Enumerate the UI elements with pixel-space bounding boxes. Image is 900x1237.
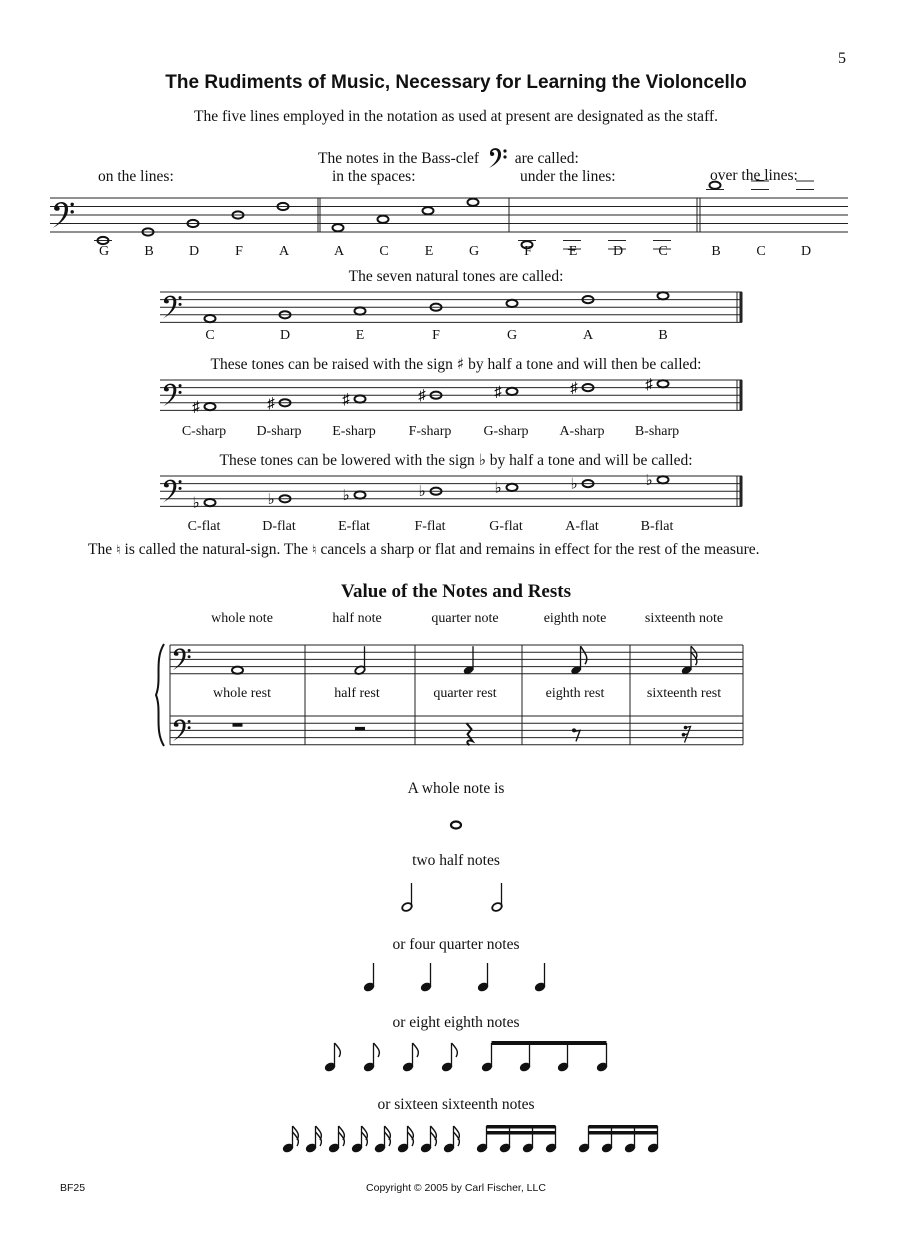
sharp-tone-label: C-sharp [181, 424, 227, 439]
flat-icon: ♭ [645, 472, 653, 489]
sixteenth-beam [589, 1125, 658, 1129]
whole-note-icon [423, 207, 434, 214]
sixteenth-rest-icon [682, 726, 691, 743]
note-value-label: sixteenth note [644, 611, 724, 626]
sharp-icon: ♯ [192, 399, 200, 416]
copyright: Copyright © 2005 by Carl Fischer, LLC [366, 1182, 546, 1194]
note-flag [335, 1043, 341, 1057]
flat-icon: ♭ [478, 451, 486, 469]
values-title: Value of the Notes and Rests [341, 581, 571, 602]
flat-tone-label: A-flat [565, 519, 599, 534]
natural-tone-label: A [582, 328, 594, 343]
whole-note-icon [658, 380, 669, 387]
whole-note-icon [658, 476, 669, 483]
two-half-notes-text: two half notes [412, 852, 500, 869]
natural-sign-text-p2: is called the natural-sign. The [124, 541, 309, 558]
whole-note-icon [232, 667, 243, 674]
staff-sharp-tones [0, 370, 900, 420]
position-over-lines: over the lines: [710, 167, 798, 184]
flat-icon: ♭ [267, 491, 275, 508]
intro-text: The five lines employed in the notation as used at present are designated as the staff. [194, 108, 718, 125]
sixteenth-note-icon [681, 646, 697, 675]
whole-note-icon [468, 199, 479, 206]
sharp-icon: ♯ [645, 376, 653, 393]
note-label: E [424, 244, 434, 259]
note-label: C [379, 244, 389, 259]
sharp-intro-before: These tones can be raised with the sign [210, 356, 453, 373]
note-value-label: whole note [211, 611, 273, 626]
note-label: B [144, 244, 154, 259]
eighth-beam [492, 1041, 607, 1045]
note-label: C [756, 244, 766, 259]
rest-value-label: whole rest [213, 686, 271, 701]
whole-note-icon [378, 216, 389, 223]
note-value-label: half note [332, 611, 382, 626]
note-label: F [235, 244, 243, 259]
whole-note-icon [507, 388, 518, 395]
bass-clef-icon [485, 145, 509, 169]
note-label: E [568, 244, 578, 259]
bass-clef-sentence [318, 145, 579, 169]
rest-value-label: sixteenth rest [646, 686, 722, 701]
sharp-tone-label: G-sharp [483, 424, 529, 439]
note-value-label: eighth note [543, 611, 607, 626]
sharp-icon: ♯ [570, 380, 578, 397]
note-value-label: quarter note [431, 611, 499, 626]
whole-note-icon [355, 491, 366, 498]
flat-icon: ♭ [192, 495, 200, 512]
note-label: D [612, 244, 624, 259]
natural-tone-label: B [658, 328, 668, 343]
natural-icon: ♮ [311, 543, 317, 558]
staff-flat-tones [0, 466, 900, 516]
note-division-illustration [0, 800, 900, 1170]
note-label: A [278, 244, 290, 259]
note-label: B [711, 244, 721, 259]
sharp-tone-label: B-sharp [634, 424, 680, 439]
sharp-icon: ♯ [342, 392, 350, 408]
whole-note-icon [507, 300, 518, 307]
position-on-lines: on the lines: [98, 168, 174, 185]
flat-tone-label: G-flat [489, 519, 523, 534]
page-number: 5 [838, 50, 846, 67]
natural-sign-text-p1: The [88, 541, 113, 558]
flat-tone-label: C-flat [187, 519, 221, 534]
natural-tones-intro: The seven natural tones are called: [348, 268, 564, 285]
natural-tone-label: C [205, 328, 215, 343]
note-label: G [98, 244, 110, 259]
eighth-note-icon [570, 646, 587, 675]
whole-note-icon [205, 403, 216, 410]
natural-sign-text [88, 541, 760, 559]
flat-icon: ♭ [342, 488, 350, 504]
half-rest-icon [355, 727, 365, 731]
sharp-icon: ♯ [456, 355, 465, 373]
note-label: C [658, 244, 668, 259]
sharp-icon: ♯ [418, 388, 426, 405]
sharp-tone-label: F-sharp [408, 424, 452, 439]
note-label: A [333, 244, 345, 259]
flat-intro-after: by half a tone and will be called: [489, 452, 693, 469]
note-label: D [800, 244, 812, 259]
quarter-note-icon [463, 646, 475, 675]
staff-natural-tones [0, 282, 900, 326]
natural-tone-label: F [432, 328, 440, 343]
whole-note-icon [710, 182, 721, 189]
rest-value-label: eighth rest [545, 686, 605, 701]
flat-icon: ♭ [570, 476, 578, 493]
natural-tone-label: E [355, 328, 365, 343]
natural-tone-label: D [279, 328, 291, 343]
sharp-intro-after: by half a tone and will then be called: [468, 356, 702, 373]
brace [156, 644, 164, 746]
flat-icon: ♭ [418, 484, 426, 501]
natural-icon: ♮ [115, 543, 121, 558]
page-title: The Rudiments of Music, Necessary for Learning the Violoncello [165, 72, 747, 93]
quarter-rest-icon [467, 723, 473, 745]
whole-note-icon [355, 307, 366, 314]
note-label: F [524, 244, 532, 259]
flat-intro-before: These tones can be lowered with the sign [219, 452, 475, 469]
sixteenth-beam [589, 1131, 658, 1135]
half-note-icon [354, 646, 366, 675]
whole-note-icon [205, 499, 216, 506]
whole-note-icon [333, 224, 344, 231]
flat-tone-label: F-flat [414, 519, 446, 534]
whole-note-icon [507, 484, 518, 491]
whole-note-icon [658, 292, 669, 299]
note-label: D [188, 244, 200, 259]
natural-tone-label: G [506, 328, 518, 343]
four-quarter-notes-text: or four quarter notes [392, 936, 520, 953]
flat-tone-label: E-flat [338, 519, 370, 534]
footer-code: BF25 [60, 1182, 86, 1194]
sharp-tone-label: E-sharp [332, 424, 376, 439]
whole-note-icon [355, 395, 366, 402]
natural-sign-text-p3: cancels a sharp or flat and remains in effect for the rest of the measure. [320, 541, 760, 558]
sharp-tone-label: D-sharp [256, 424, 302, 439]
note-flag [452, 1043, 458, 1057]
note-flag [413, 1043, 419, 1057]
sharp-icon: ♯ [267, 395, 275, 412]
sixteenth-beam [487, 1125, 556, 1129]
position-under-lines: under the lines: [520, 168, 616, 185]
eight-eighth-notes-text: or eight eighth notes [392, 1014, 520, 1031]
sixteenth-beam [487, 1131, 556, 1135]
flat-icon: ♭ [494, 480, 502, 497]
bass-clef-sentence-before: The notes in the Bass-clef [318, 150, 479, 167]
rest-value-label: quarter rest [433, 686, 497, 701]
whole-note-is-text: A whole note is [407, 780, 505, 797]
bass-clef-sentence-after: are called: [514, 150, 579, 167]
whole-note-icon [205, 315, 216, 322]
staff-notes-in-bass-clef [0, 180, 900, 250]
sharp-tone-label: A-sharp [559, 424, 605, 439]
sharp-icon: ♯ [494, 384, 502, 401]
flat-tone-label: B-flat [640, 519, 674, 534]
note-label: G [468, 244, 480, 259]
note-flag [374, 1043, 380, 1057]
whole-rest-icon [233, 723, 243, 727]
position-in-spaces: in the spaces: [332, 168, 416, 185]
sixteen-sixteenth-notes-text: or sixteen sixteenth notes [377, 1096, 535, 1113]
flat-tone-label: D-flat [262, 519, 296, 534]
rest-value-label: half rest [334, 686, 380, 701]
whole-note-icon [451, 822, 461, 829]
